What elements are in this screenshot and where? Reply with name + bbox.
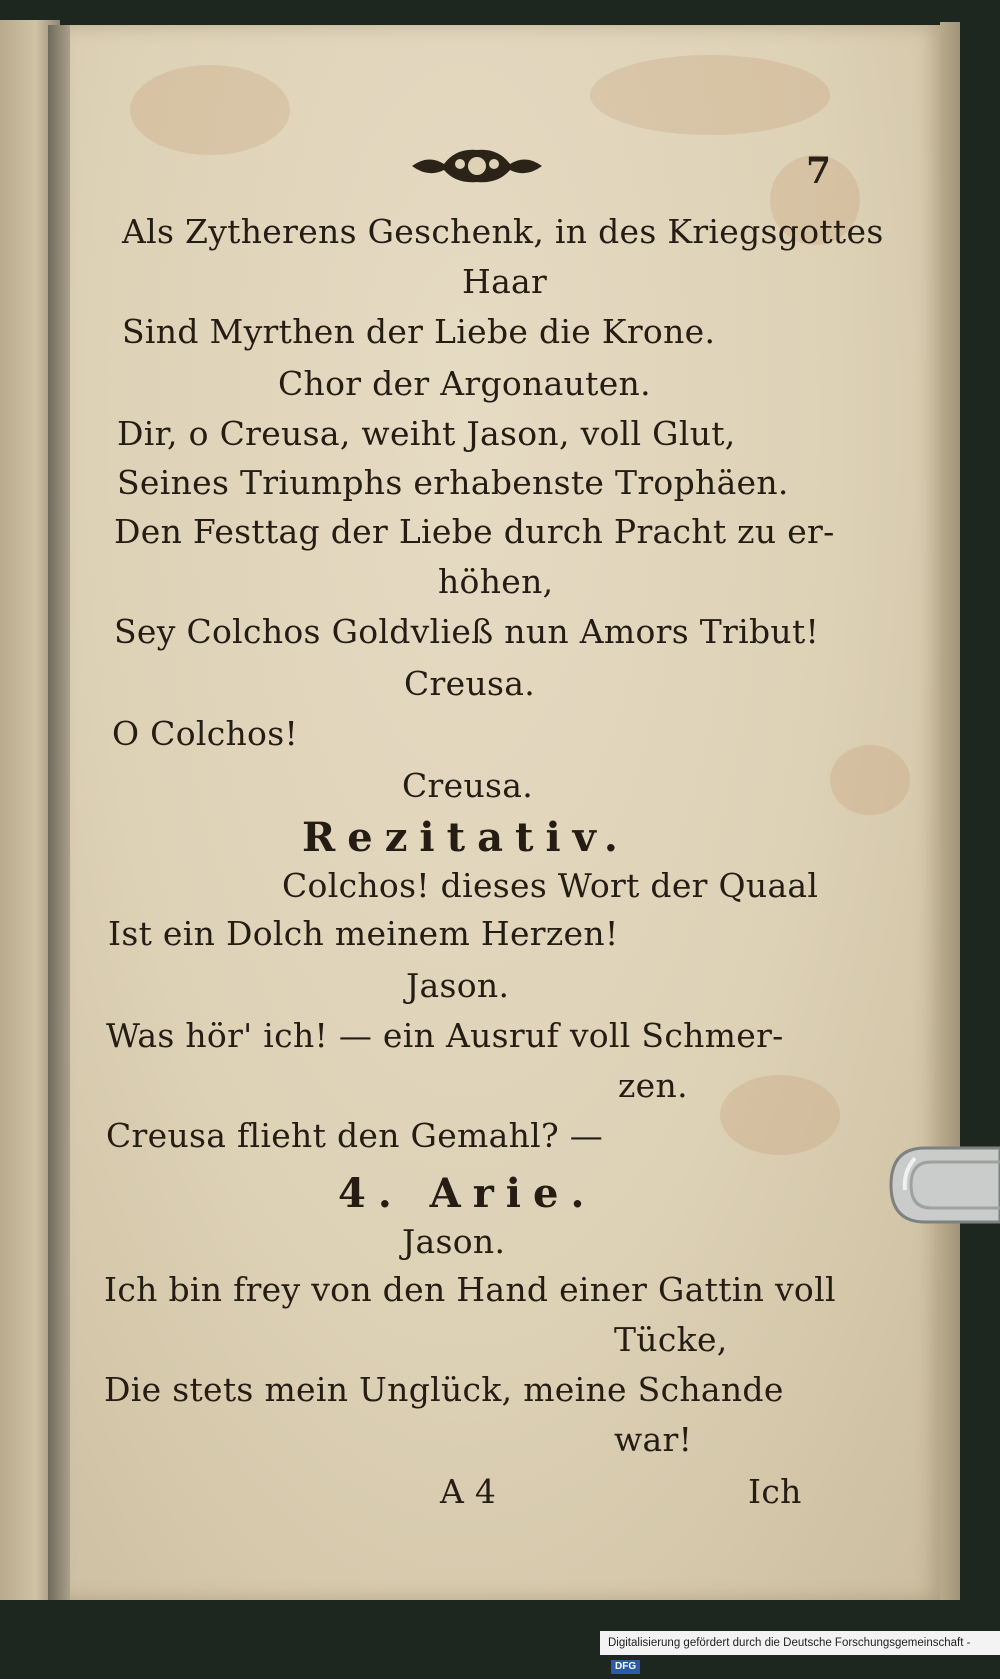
dfg-logo: DFG [611, 1660, 640, 1674]
text-line: Colchos! dieses Wort der Quaal [282, 866, 819, 905]
speaker-heading: Creusa. [402, 766, 534, 805]
page-edge [940, 22, 960, 1600]
text-line: Dir, o Creusa, weiht Jason, voll Glut, [117, 414, 736, 453]
text-line: Den Festtag der Liebe durch Pracht zu er- [114, 512, 835, 551]
text-line: Sey Colchos Goldvließ nun Amors Tribut! [114, 612, 820, 651]
text-line: Creusa flieht den Gemahl? — [106, 1116, 604, 1155]
speaker-heading: Jason. [406, 966, 510, 1005]
signature-mark: A 4 [440, 1472, 497, 1511]
text-line: Sind Myrthen der Liebe die Krone. [122, 312, 716, 351]
section-heading: Rezitativ. [302, 814, 630, 861]
text-line: höhen, [438, 562, 554, 601]
page-number: 7 [806, 150, 832, 192]
section-heading: 4. Arie. [338, 1170, 597, 1217]
text-line: war! [614, 1420, 693, 1459]
speaker-heading: Creusa. [404, 664, 536, 703]
text-line: Ist ein Dolch meinem Herzen! [108, 914, 619, 953]
text-line: Haar [462, 262, 548, 301]
text-line: Die stets mein Unglück, meine Schande [104, 1370, 784, 1409]
text-line: Seines Triumphs erhabenste Trophäen. [117, 463, 789, 502]
footer-credit: Digitalisierung gefördert durch die Deutsche Forschungsgemeinschaft - [608, 1637, 971, 1649]
ornament-icon [408, 140, 546, 188]
text-line: Ich bin frey von den Hand einer Gattin voll [104, 1270, 836, 1309]
speaker-heading: Chor der Argonauten. [278, 364, 651, 403]
text-line: zen. [618, 1066, 688, 1105]
text-line: Als Zytherens Geschenk, in des Kriegsgottes [122, 212, 884, 251]
text-line: O Colchos! [112, 714, 299, 753]
page-clip-icon [885, 1142, 1000, 1228]
speaker-heading: Jason. [402, 1222, 506, 1261]
digitization-footer [600, 1631, 1000, 1672]
text-line: Tücke, [614, 1320, 728, 1359]
text-line: Was hör' ich! — ein Ausruf voll Schmer- [106, 1016, 784, 1055]
catchword: Ich [748, 1472, 802, 1511]
